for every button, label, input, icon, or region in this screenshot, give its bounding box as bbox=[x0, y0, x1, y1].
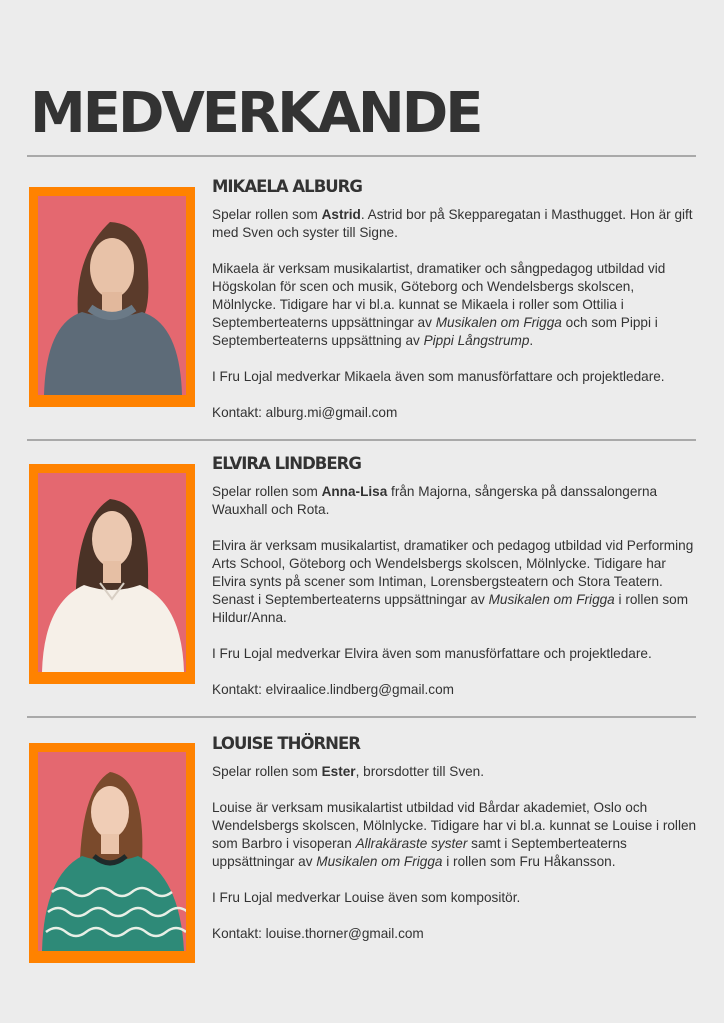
biography: Elvira är verksam musikalartist, dramatiker och pedagog utbildad vid Performing Arts School, Göteborg och Wendelsbergs skolscen, Mölnlycke. Tidigare har Elvira synts på scener som Intiman, Lorensbergsteatern och Stora Teatern. Senast i Septemberteaterns uppsättningar av Musikalen om Frigga i rollen som Hildur/Anna. bbox=[212, 538, 694, 625]
person-portrait-illustration bbox=[38, 752, 186, 951]
divider bbox=[27, 439, 696, 441]
page-title: MEDVERKANDE bbox=[30, 81, 481, 146]
contact-email: Kontakt: elviraalice.lindberg@gmail.com bbox=[212, 682, 454, 697]
extra-role: I Fru Lojal medverkar Louise även som kompositör. bbox=[212, 890, 521, 905]
person-card-mikaela bbox=[212, 176, 698, 422]
extra-role: I Fru Lojal medverkar Mikaela även som manusförfattare och projektledare. bbox=[212, 369, 665, 384]
role-description: Spelar rollen som Anna-Lisa från Majorna, sångerska på danssalongerna Wauxhall och Rota. bbox=[212, 484, 658, 517]
person-portrait-illustration bbox=[38, 196, 186, 395]
person-card-elvira bbox=[212, 453, 698, 699]
biography: Mikaela är verksam musikalartist, dramatiker och sångpedagog utbildad vid Högskolan för scen och musik, Göteborg och Wendelsbergs skolscen, Mölnlycke. Tidigare har vi bl.a. kunnat se Mikaela i roller som Ottilia i Septemberteaterns uppsättningar av Musikalen om Frigga och som Pippi i Septemberteaterns uppsättning av Pippi Långstrump. bbox=[212, 261, 666, 348]
divider bbox=[27, 716, 696, 718]
person-name: LOUISE THÖRNER bbox=[212, 734, 360, 753]
divider bbox=[27, 155, 696, 157]
person-name: ELVIRA LINDBERG bbox=[212, 454, 361, 473]
portrait-mikaela-alburg bbox=[29, 187, 195, 407]
portrait-louise-thorner bbox=[29, 743, 195, 963]
role-description: Spelar rollen som Astrid. Astrid bor på Skepparegatan i Masthugget. Hon är gift med Sven och syster till Signe. bbox=[212, 207, 693, 240]
role-description: Spelar rollen som Ester, brorsdotter till Sven. bbox=[212, 764, 485, 779]
person-name: MIKAELA ALBURG bbox=[212, 177, 362, 196]
person-portrait-illustration bbox=[38, 473, 186, 672]
extra-role: I Fru Lojal medverkar Elvira även som manusförfattare och projektledare. bbox=[212, 646, 652, 661]
contact-email: Kontakt: louise.thorner@gmail.com bbox=[212, 926, 424, 941]
contact-email: Kontakt: alburg.mi@gmail.com bbox=[212, 405, 398, 420]
biography: Louise är verksam musikalartist utbildad vid Bårdar akademiet, Oslo och Wendelsbergs skolscen, Mölnlycke. Tidigare har vi bl.a. kunnat se Louise i rollen som Barbro i visoperan Allrakäraste syster samt i Septemberteaterns uppsättningar av Musikalen om Frigga i rollen som Fru Håkansson. bbox=[212, 800, 697, 869]
person-card-louise bbox=[212, 733, 698, 943]
portrait-elvira-lindberg bbox=[29, 464, 195, 684]
